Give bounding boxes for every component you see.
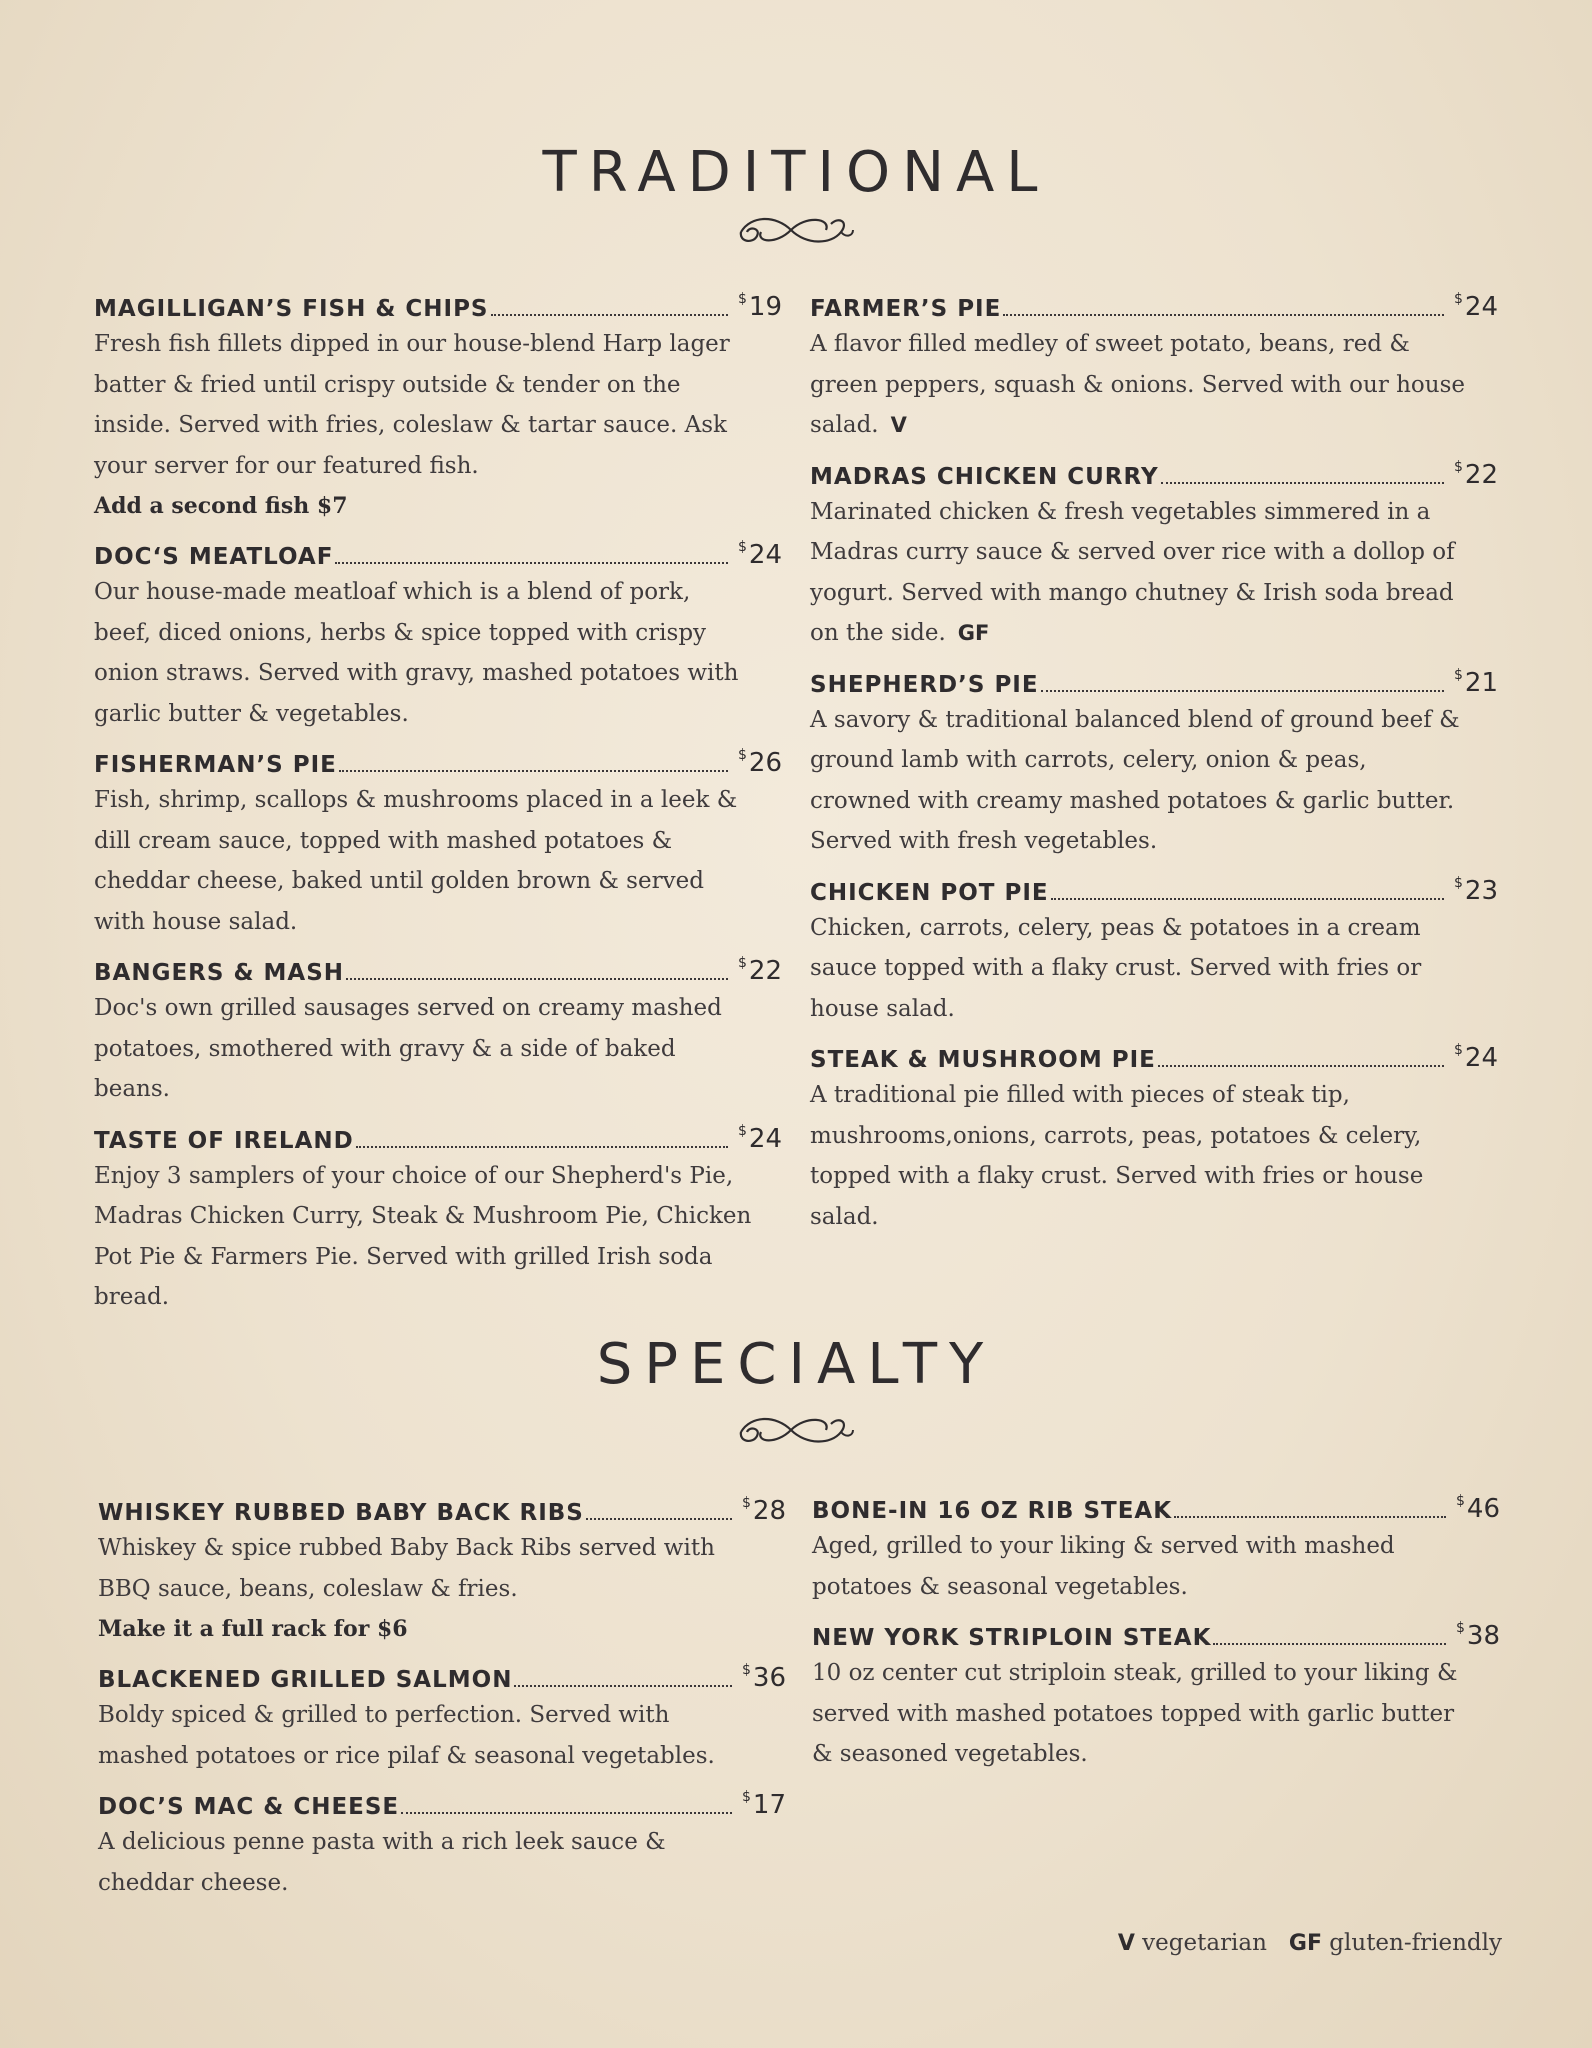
menu-item-name: DOC’S MAC & CHEESE	[98, 1794, 400, 1820]
traditional-title: TRADITIONAL	[542, 140, 1050, 205]
menu-item-name: FARMER’S PIE	[810, 296, 1002, 322]
menu-item-price	[1454, 459, 1510, 490]
legend-gf-symbol: GF	[1288, 1931, 1322, 1956]
menu-item-name: STEAK & MUSHROOM PIE	[810, 1047, 1156, 1073]
currency-symbol: $	[1454, 1042, 1463, 1058]
menu-item-description	[94, 1156, 754, 1318]
menu-item	[94, 534, 794, 734]
dietary-legend	[1118, 1930, 1502, 1956]
price-amount: 46	[1466, 1494, 1501, 1524]
price-amount: 24	[1464, 1043, 1499, 1073]
currency-symbol: $	[742, 1495, 751, 1511]
flourish-ornament	[731, 1410, 861, 1450]
menu-item-header	[98, 1657, 798, 1693]
currency-symbol: $	[738, 1122, 747, 1139]
menu-item-addon: Add a second fish $7	[94, 493, 348, 519]
menu-item-price	[742, 1789, 798, 1820]
menu-item	[98, 1784, 798, 1903]
legend-gf-label: gluten-friendly	[1329, 1930, 1502, 1956]
description-text: A savory & traditional balanced blend of ground beef & ground lamb with carrots, celery, onion & peas, crowned with creamy mashed potatoes & garlic butter. Served with fresh vegetables.	[810, 706, 1460, 854]
menu-item-description	[810, 492, 1470, 654]
currency-symbol: $	[1454, 666, 1463, 683]
menu-item-name: TASTE OF IRELAND	[94, 1127, 354, 1154]
menu-item	[94, 286, 794, 526]
specialty-left-column	[98, 1490, 798, 1911]
currency-symbol: $	[1456, 1620, 1465, 1636]
currency-symbol: $	[738, 955, 747, 971]
menu-item	[94, 950, 794, 1110]
menu-item	[812, 1488, 1512, 1607]
dotted-leader	[401, 1812, 732, 1814]
menu-item-description	[94, 780, 754, 942]
currency-symbol: $	[742, 1662, 751, 1678]
dotted-leader	[1041, 690, 1444, 692]
menu-item-addon: Make it a full rack for $6	[98, 1616, 408, 1642]
menu-item-name: WHISKEY RUBBED BABY BACK RIBS	[98, 1500, 584, 1526]
description-text: A flavor filled medley of sweet potato, beans, red & green peppers, squash & onions. Served with our house salad.	[810, 331, 1466, 438]
menu-item-name: BANGERS & MASH	[94, 960, 345, 986]
traditional-left-column	[94, 286, 794, 1326]
menu-item-name: BONE-IN 16 OZ RIB STEAK	[812, 1498, 1173, 1524]
price-amount: 28	[752, 1496, 787, 1526]
menu-item-header	[94, 742, 794, 778]
description-text: Fish, shrimp, scallops & mushrooms placed in a leek & dill cream sauce, topped with mashed potatoes & cheddar cheese, baked until golden brown & served with house salad.	[94, 787, 738, 935]
legend-v-symbol: V	[1117, 1931, 1135, 1956]
price-amount: 38	[1466, 1621, 1501, 1651]
menu-item-price	[1454, 875, 1510, 906]
description-text: Doc's own grilled sausages served on creamy mashed potatoes, smothered with gravy & a side of baked beans.	[94, 995, 722, 1102]
price-amount: 24	[1464, 292, 1499, 322]
menu-item-name: FISHERMAN’S PIE	[94, 752, 337, 778]
dotted-leader	[1003, 314, 1444, 316]
menu-item-price	[742, 1662, 798, 1693]
menu-item	[94, 742, 794, 942]
description-text: 10 oz center cut striploin steak, grilled to your liking & served with mashed potatoes topped with garlic butter & seasoned vegetables.	[812, 1660, 1458, 1767]
menu-item-price	[1454, 291, 1510, 322]
currency-symbol: $	[738, 747, 747, 763]
currency-symbol: $	[742, 1789, 751, 1805]
menu-item-header	[810, 1037, 1510, 1073]
menu-item	[94, 1118, 794, 1318]
menu-item	[98, 1490, 798, 1649]
menu-item-name: MAGILLIGAN’S FISH & CHIPS	[94, 296, 489, 322]
description-text: Boldy spiced & grilled to perfection. Served with mashed potatoes or rice pilaf & seasonal vegetables.	[98, 1702, 715, 1769]
menu-item-description	[98, 1822, 758, 1903]
menu-item-price	[1454, 1042, 1510, 1073]
menu-item-description	[810, 700, 1470, 862]
menu-item-price	[738, 1123, 794, 1154]
currency-symbol: $	[738, 539, 747, 555]
menu-item-price	[738, 291, 794, 322]
menu-item-name: DOC‘S MEATLOAF	[94, 544, 334, 570]
description-text: Marinated chicken & fresh vegetables simmered in a Madras curry sauce & served over rice with a dollop of yogurt. Served with mango chutney & Irish soda bread on the side.	[810, 498, 1455, 646]
menu-item-name: CHICKEN POT PIE	[810, 879, 1049, 906]
menu-item-description	[98, 1695, 758, 1776]
currency-symbol: $	[1454, 874, 1463, 891]
menu-item-price	[1456, 1620, 1512, 1651]
currency-symbol: $	[1454, 458, 1463, 475]
price-amount: 17	[752, 1790, 787, 1820]
description-text: Our house-made meatloaf which is a blend of pork, beef, diced onions, herbs & spice topped with crispy onion straws. Served with gravy, mashed potatoes with garlic butter & vegetables.	[94, 579, 739, 727]
legend-v-label: vegetarian	[1142, 1930, 1267, 1956]
dotted-leader	[1213, 1643, 1446, 1645]
menu-item-header	[94, 950, 794, 986]
price-amount: 24	[748, 1123, 783, 1154]
price-amount: 21	[1464, 667, 1499, 698]
menu-item-description	[98, 1528, 758, 1649]
dotted-leader	[1158, 1065, 1444, 1067]
dotted-leader	[335, 562, 728, 564]
menu-item-name: MADRAS CHICKEN CURRY	[810, 463, 1159, 490]
menu-item-description	[810, 908, 1470, 1030]
menu-item	[810, 662, 1510, 862]
dotted-leader	[1174, 1516, 1446, 1518]
dotted-leader	[356, 1146, 728, 1148]
description-text: Chicken, carrots, celery, peas & potatoes in a cream sauce topped with a flaky crust. Served with fries or house salad.	[810, 914, 1422, 1022]
dotted-leader	[1161, 482, 1444, 484]
menu-item-header	[810, 870, 1510, 906]
menu-item-header	[810, 454, 1510, 490]
menu-item-name: SHEPHERD’S PIE	[810, 671, 1039, 698]
menu-item-description	[810, 324, 1470, 446]
price-amount: 19	[748, 292, 783, 322]
menu-item	[810, 454, 1510, 654]
flourish-ornament	[731, 210, 861, 250]
menu-item-header	[94, 286, 794, 322]
menu-item-description	[812, 1526, 1472, 1607]
price-amount: 23	[1464, 875, 1499, 906]
menu-item-description	[94, 572, 754, 734]
menu-item	[810, 870, 1510, 1030]
menu-item-price	[738, 539, 794, 570]
description-text: Fresh fish fillets dipped in our house-blend Harp lager batter & fried until crispy outside & tender on the inside. Served with fries, coleslaw & tartar sauce. Ask your server for our featured fish.	[94, 331, 730, 479]
menu-item-header	[812, 1615, 1512, 1651]
description-text: A delicious penne pasta with a rich leek sauce & cheddar cheese.	[98, 1829, 666, 1896]
menu-item	[812, 1615, 1512, 1775]
dotted-leader	[491, 314, 729, 316]
price-amount: 26	[748, 748, 783, 778]
currency-symbol: $	[1456, 1493, 1465, 1509]
dotted-leader	[339, 770, 728, 772]
menu-item-price	[1456, 1493, 1512, 1524]
menu-item	[810, 286, 1510, 446]
traditional-right-column	[810, 286, 1510, 1245]
menu-item-header	[812, 1488, 1512, 1524]
price-amount: 22	[748, 956, 783, 986]
description-text: Whiskey & spice rubbed Baby Back Ribs served with BBQ sauce, beans, coleslaw & fries.	[98, 1535, 715, 1602]
price-amount: 22	[1464, 459, 1499, 490]
currency-symbol: $	[1454, 291, 1463, 307]
dotted-leader	[1051, 898, 1444, 900]
menu-item-header	[810, 662, 1510, 698]
menu-item-header	[94, 534, 794, 570]
specialty-right-column	[812, 1488, 1512, 1783]
menu-item-price	[738, 747, 794, 778]
dietary-tag: GF	[957, 621, 990, 645]
dotted-leader	[346, 978, 728, 980]
menu-item-description	[812, 1653, 1472, 1775]
menu-item-price	[738, 955, 794, 986]
menu-item-price	[742, 1495, 798, 1526]
menu-item-price	[1454, 667, 1510, 698]
menu-item-description	[810, 1075, 1470, 1237]
dotted-leader	[586, 1518, 732, 1520]
description-text: Enjoy 3 samplers of your choice of our Shepherd's Pie, Madras Chicken Curry, Steak & Mushroom Pie, Chicken Pot Pie & Farmers Pie. Served with grilled Irish soda bread.	[94, 1162, 752, 1310]
menu-item	[810, 1037, 1510, 1237]
price-amount: 36	[752, 1663, 787, 1693]
menu-item-description	[94, 324, 754, 526]
menu-item-description	[94, 988, 754, 1110]
dietary-tag: V	[890, 413, 907, 437]
menu-item-header	[98, 1784, 798, 1820]
menu-item-header	[98, 1490, 798, 1526]
menu-item	[98, 1657, 798, 1776]
specialty-title: SPECIALTY	[596, 1332, 996, 1397]
menu-item-header	[810, 286, 1510, 322]
price-amount: 24	[748, 540, 783, 570]
dotted-leader	[514, 1685, 732, 1687]
description-text: A traditional pie filled with pieces of steak tip, mushrooms,onions, carrots, peas, potatoes & celery, topped with a flaky crust. Served with fries or house salad.	[810, 1082, 1424, 1230]
description-text: Aged, grilled to your liking & served with mashed potatoes & seasonal vegetables.	[812, 1533, 1395, 1600]
menu-item-header	[94, 1118, 794, 1154]
currency-symbol: $	[738, 291, 747, 307]
menu-item-name: NEW YORK STRIPLOIN STEAK	[812, 1625, 1212, 1651]
menu-item-name: BLACKENED GRILLED SALMON	[98, 1667, 513, 1693]
